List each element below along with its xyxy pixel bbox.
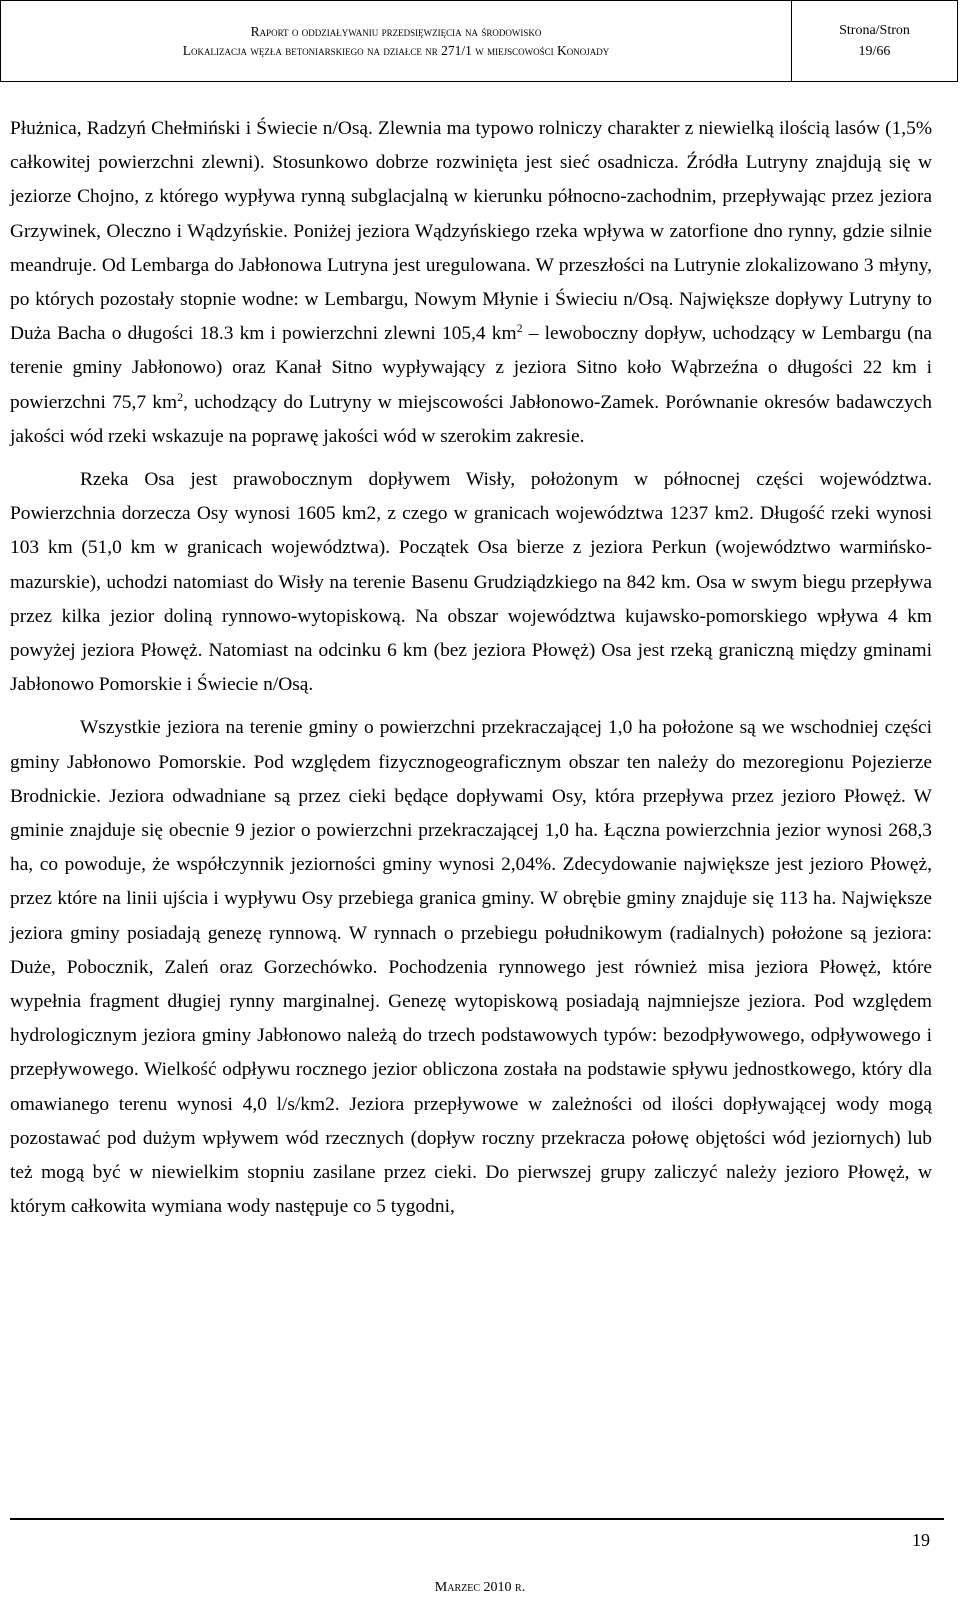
superscript: 2 [516, 321, 523, 336]
page-label: Strona/Stron [839, 23, 910, 38]
paragraph-lakes: Wszystkie jeziora na terenie gminy o powierzchni przekraczającej 1,0 ha położone są we wschodniej części gminy Jabłonowo Pomorskie. Pod względem fizycznogeograficznym obszar ten należy do mezoregionu Pojezierze Brodnickie. Jeziora odwadniane są przez cieki będące dopływami Osy, która przepływa przez jezioro Płowęż. W gminie znajduje się obecnie 9 jezior o powierzchni przekraczającej 1,0 ha. Łączna powierzchnia jezior wynosi 268,3 ha, co powoduje, że współczynnik jeziorności gminy wynosi 2,04%. Zdecydowanie największe jest jezioro Płowęż, przez które na linii ujścia i wypływu Osy przebiega granica gminy. W obrębie gminy znajduje się 113 ha. Największe jeziora gminy posiadają genezę rynnową. W rynnach o przebiegu południkowym (radialnych) położone są jeziora: Duże, Pobocznik, Zaleń oraz Gorzechówko. Pochodzenia rynnowego jest również misa jeziora Płowęż, które wypełnia fragment długiej rynny marginalnej. Genezę wytopiskową posiadają najmniejsze jeziora. Pod względem hydrologicznym jeziora gminy Jabłonowo należą do trzech podstawowych typów: bezodpływowego, odpływowego i przepływowego. Wielkość odpływu rocznego jezior obliczona została na podstawie spływu jednostkowego, który dla omawianego terenu wynosi 4,0 l/s/km2. Jeziora przepływowe w zależności od ilości dopływającej wody mogą pozostawać pod dużym wpływem wód rzecznych (dopływ roczny przekracza połowę objętości wód jeziornych) lub też mogą być w niewielkim stopniu zasilane przez cieki. Do pierwszej grupy zaliczyć należy jezioro Płowęż, w którym całkowita wymiana wody następuje co 5 tygodni, [10, 717, 932, 1218]
page-value: 19/66 [858, 44, 891, 59]
paragraph-lutryna [10, 112, 932, 454]
footer-divider [10, 1518, 944, 1520]
paragraph-text: Płużnica, Radzyń Chełmiński i Świecie n/Osą. Zlewnia ma typowo rolniczy charakter z niewielką ilością lasów (1,5% całkowitej powierzchni zlewni). Stosunkowo dobrze rozwinięta jest sieć osadnicza. Źródła Lutryny znajdują się w jeziorze Chojno, z którego wypływa rynną subglacjalną w kierunku północno-zachodnim, przepływając przez jeziora Grzywinek, Oleczno i Wądzyńskie. Poniżej jeziora Wądzyńskiego rzeka wpływa w zatorfione dno rynny, gdzie silnie meandruje. Od Lembarga do Jabłonowa Lutryna jest uregulowana. W przeszłości na Lutrynie zlokalizowano 3 młyny, po których pozostały stopnie wodne: w Lembargu, Nowym Młynie i Świeciu n/Osą. Największe dopływy Lutryny to Duża Bacha o długości 18.3 km i powierzchni zlewni 105,4 km [10, 118, 932, 345]
document-body [10, 112, 932, 1225]
report-title: Raport o oddziaływaniu przedsięwzięcia na środowisko [250, 24, 542, 39]
paragraph-osa: Rzeka Osa jest prawobocznym dopływem Wisły, położonym w północnej części województwa. Powierzchnia dorzecza Osy wynosi 1605 km2, z czego w granicach województwa 1237 km2. Długość rzeki wynosi 103 km (51,0 km w granicach województwa). Początek Osa bierze z jeziora Perkun (województwo warmińsko-mazurskie), uchodzi natomiast do Wisły na terenie Basenu Grudziądzkiego na 842 km. Osa w swym biegu przepływa przez kilka jezior doliną rynnowo-wytopiskową. Na obszar województwa kujawsko-pomorskiego wpływa 4 km powyżej jeziora Płowęż. Natomiast na odcinku 6 km (bez jeziora Płowęż) Osa jest rzeką graniczną między gminami Jabłonowo Pomorskie i Świecie n/Osą. [10, 469, 932, 696]
paragraph-text: – lewoboczny dopływ, uchodzący w Lembargu (na terenie gminy Jabłonowo) oraz Kanał Sitno wypływający z jeziora Sitno koło Wąbrzeźna o długości 22 km i powierzchni 75,7 km [10, 323, 932, 413]
page-header [0, 0, 958, 82]
footer-page-number: 19 [912, 1530, 930, 1550]
header-title-block [1, 1, 792, 81]
footer-date: Marzec 2010 r. [434, 1580, 526, 1595]
report-subtitle: Lokalizacja węzła betoniarskiego na działce nr 271/1 w miejscowości Konojady [182, 43, 610, 58]
paragraph-text: , uchodzący do Lutryny w miejscowości Jabłonowo-Zamek. Porównanie okresów badawczych jakości wód rzeki wskazuje na poprawę jakości wód w szerokim zakresie. [10, 391, 932, 447]
superscript: 2 [177, 389, 184, 404]
header-page-block [792, 1, 957, 81]
